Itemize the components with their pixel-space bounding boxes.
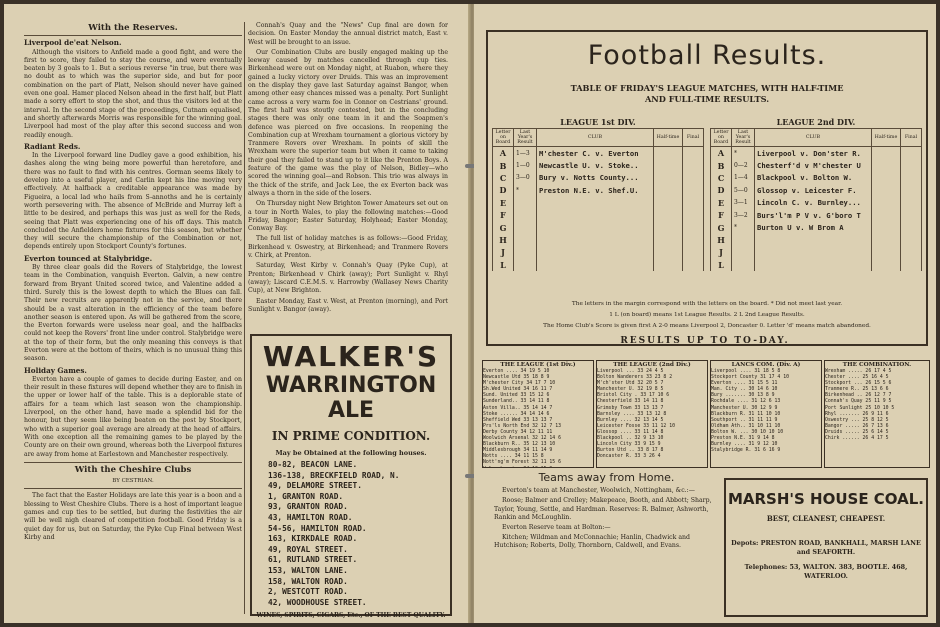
cell-empty [901,147,922,160]
standings-row: Everton .... 34 19 5 10 [483,369,550,374]
standings-row: Wrexham ..... 26 17 4 5 [825,369,892,374]
standings-row: Bolton Wanderers 33 23 8 2 [597,375,673,381]
standings-row: Middlesbrough 34 11 14 9 [483,448,553,454]
cell-last [732,246,755,258]
standings-row: Burton Utd .. 33 8 17 8 [597,448,664,454]
cell-last: * [732,221,755,233]
cell-empty [872,221,901,233]
section-text: Connah's Quay and the "News" Cup final are down for decision. On Easter Monday the annual district match, East v. West will be brought to an issue. [248,22,448,46]
cell-empty [683,184,704,196]
cell-letter: E [493,197,514,209]
cell-letter: B [493,159,514,171]
cell-last: 1—0 [514,159,537,171]
table-row [493,184,704,196]
col-letter: Letter on Board [493,129,514,147]
cell-last: 1—4 [732,172,755,184]
cheshire-heading: With the Cheshire Clubs [74,464,192,475]
standings-title: THE LEAGUE (1st Div.) [500,362,576,368]
cell-empty [654,221,683,233]
address-item: 158, WALTON ROAD. [268,576,348,586]
standings-row [483,467,593,469]
standings-table [482,360,594,468]
reserves-heading: With the Reserves. [88,23,178,33]
standings-row: Glossop .... 33 11 14 8 [597,429,664,435]
column-rule [244,22,245,614]
standings-row: Sunderland.. 33 14 11 8 [483,399,550,405]
cell-club: Lincoln C. v. Burnley... [755,197,872,209]
standings-row: Stoke ...... 34 14 14 6 [483,411,550,417]
col-club: CLUB [755,129,872,147]
cell-letter: J [493,246,514,258]
advert-telephones: Telephones: 53, WALTON. 383, BOOTLE. 468, WATERLOO. [744,563,908,580]
football-results-frame [486,30,928,346]
standings-row: Grimsby Town 33 13 13 7 [597,405,664,411]
standings-row: Tranmere R.. 25 13 6 6 [825,387,889,393]
board-note: The Home Club's Score is given first A 2-0 means Liverpool 2, Doncaster 0. Letter 'd' means match abandoned. [543,323,871,329]
cell-empty [683,246,704,258]
cell-letter: G [711,221,732,233]
col-letter: Letter on Board [711,129,732,147]
league2-table [710,116,922,271]
right-page [474,4,936,623]
cell-empty [654,246,683,258]
cell-empty [901,234,922,246]
cell-empty [872,197,901,209]
cell-empty [901,197,922,209]
cell-empty [872,184,901,196]
table-row [493,234,704,246]
standings-row: Prs'ls North End 32 12 7 13 [483,423,561,429]
cell-empty [654,159,683,171]
cell-letter: A [711,147,732,160]
cell-empty [654,234,683,246]
address-item: 153, WALTON LANE. [268,565,348,575]
cell-empty [683,159,704,171]
cell-club [755,246,872,258]
col-last: Last Year's Result [732,129,755,147]
board-note: The letters in the margin correspond with the letters on the board. * Did not meet last year. [571,301,843,307]
section-text: Although the visitors to Anfield made a good fight, and were the first to score, they failed to stay the course, and were eventually beaten by 3 goals to 1. But a serious reverse "in true, but there was no doubt as to which was the superior side, and but for poor combination on the part of Platt, Nelson should never have gained even one goal. Hamer placed Nelson ahead in the first half, but Platt made a sorry effort to stop the shot, and thus the visitors led at the interval. In the second stage of the proceedings, Cutnam equalised, and shortly afterwards Morris was responsible for the winning goal. Liverpool had most of the play after this second success and won readily enough. [24,48,242,139]
section-title: Everton tounced at Stalybridge. [24,253,153,263]
cell-letter: D [711,184,732,196]
standings-row: Sh.Wed United 34 16 11 7 [483,387,553,393]
cell-last [514,197,537,209]
table-row [711,197,922,209]
standings-row: Aston Villa.. 35 14 14 7 [483,405,553,411]
standings-row: Blackburn R.. 35 12 13 10 [483,442,556,448]
cell-letter: A [493,147,514,160]
cell-club: M'chester C. v. Everton [537,147,654,160]
address-item: 49, ROYAL STREET. [268,544,348,554]
cell-club: Burton U v. W Brom A [755,221,872,233]
standings-row: Bury ....... 30 13 8 9 [711,393,775,399]
address-item: 93, GRANTON ROAD. [268,502,348,512]
cell-empty [901,172,922,184]
advert-product: WARRINGTON ALE [265,373,437,423]
address-item: 49, DELAMORE STREET. [268,481,362,491]
standings-row: Burnley .... 32 13 14 5 [597,417,664,423]
left-page [4,4,470,623]
cell-last [514,246,537,258]
cell-letter: F [493,209,514,221]
col-half: Half-time [872,129,901,147]
cell-empty [654,184,683,196]
cell-club: Burs'l'm P V v. G'boro T [755,209,872,221]
away-heading: Teams away from Home. [538,471,675,484]
section-title: Radiant Reds. [24,141,81,151]
cell-letter: L [493,259,514,271]
cell-empty [901,221,922,233]
standings-row: Barnsley .... 33 13 12 8 [597,411,667,417]
address-item: 43, HAMILTON ROAD. [268,512,353,522]
table-row [711,246,922,258]
subtitle-line: TABLE OF FRIDAY'S LEAGUE MATCHES, WITH HALF-TIME [570,83,844,93]
cell-last: 3—0 [514,172,537,184]
col-final: Final [901,129,922,147]
cell-empty [872,209,901,221]
cell-empty [872,172,901,184]
cell-empty [654,259,683,271]
standings-row: Chesterfield 33 14 11 8 [597,399,664,405]
standings-row: Notts .... 34 11 15 8 [483,454,544,460]
divider [24,35,242,36]
standings-row: Everton .... 31 15 5 11 [711,381,778,387]
results-heading: RESULTS UP TO TO-DAY. [620,336,790,346]
standings-row: M'ch'ster Utd 32 20 5 7 [597,381,664,387]
advert-brand: WALKER'S [262,340,440,373]
subtitle [488,83,926,105]
cell-letter: H [711,234,732,246]
page-title: Football Results. [587,40,827,71]
cell-last: 1—3 [514,147,537,160]
standings-row: Connah's Quay 25 11 9 5 [825,399,892,405]
cell-club [755,234,872,246]
section-text: Easter Monday, East v. West, at Prenton (morning), and Port Sunlight v. Bangor (away). [248,297,448,313]
cell-empty [901,159,922,171]
table-row [493,197,704,209]
cell-empty [683,221,704,233]
section-title: Liverpool de'eat Nelson. [24,38,122,48]
col-half: Half-time [654,129,683,147]
cell-empty [872,234,901,246]
cell-empty [683,209,704,221]
standings-row: Stockport ... 26 15 5 6 [825,381,892,387]
cell-letter: H [493,234,514,246]
address-item: 42, WOODHOUSE STREET. [268,597,367,607]
cell-empty [683,234,704,246]
standings-row: Sheffield Wed 33 13 13 7 [483,417,553,423]
advert-obtained: May be Obtained at the following houses. [275,449,427,457]
table-row [711,172,922,184]
table-row [711,234,922,246]
standings-title: LANCS COM. (Div. A) [731,362,801,368]
cell-last [514,221,537,233]
standings-row: Rochdale .... 31 12 6 13 [711,399,781,405]
byline: BY CESTRIAN. [112,478,154,485]
cell-empty [872,246,901,258]
table-row [493,209,704,221]
cell-letter: E [711,197,732,209]
standings-row: Doncaster R. 33 3 26 4 [597,454,661,460]
cell-club: Blackpool v. Bolton W. [755,172,872,184]
league1-heading: LEAGUE 1st DIV. [560,117,636,127]
cell-empty [872,159,901,171]
address-item: 1, GRANTON ROAD. [268,491,344,501]
cell-last: * [732,147,755,160]
cell-club: Liverpool v. Don'ster R. [755,147,872,160]
cell-last: 3—2 [732,209,755,221]
advert-brand: MARSH'S HOUSE COAL. [727,490,925,508]
cell-empty [683,172,704,184]
teams-away-section [494,471,719,553]
standings-row: Woolwich Arsenal 32 12 14 6 [483,436,561,442]
standings-row: Birkenhead .. 26 12 7 7 [825,393,892,399]
cell-empty [901,184,922,196]
cell-last [514,209,537,221]
standings-row: Lincoln City 33 9 15 9 [597,442,661,448]
away-text: Kitchen; Wildman and McConnachie; Hanlin, Chadwick and Hutchison; Roberts, Dolly, Thornborn, Caldwell, and Evans. [494,534,690,550]
cell-empty [872,147,901,160]
cell-letter: B [711,159,732,171]
cell-last [732,234,755,246]
address-item: 2, WESTCOTT ROAD. [268,587,348,597]
standings-title: THE LEAGUE (2nd Div.) [613,362,691,368]
standings-row: Oswestry ... 25 8 12 5 [825,417,889,423]
away-text: Roose; Balmer and Crelley; Makepeace, Booth, and Abbott; Sharp, Taylor, Young, Settle, and Hardman. Reserves: R. Balmer, Ashworth, Rankin and McLoughlin. [494,497,712,521]
subtitle-line: AND FULL-TIME RESULTS. [644,94,770,104]
standings-table [596,360,708,468]
cell-letter: G [493,221,514,233]
cell-club [537,209,654,221]
section-text: Everton have a couple of games to decide during Easter, and on their result in these fixtures will depend whether they are to finish in the upper or lower half of the table. This is a deplorable state of affairs for a team which last season won the championship. Liverpool, on the other hand, have made a splendid bid for the honour, but they seem like being beaten on the post by Stockport, who with a superior goal average are already at the head of affairs. With one exception all the remaining games to be played by the County are on their own ground, whereas both the Liverpool fixtures are away from home at Earlestown and Manchester respectively. [24,375,242,458]
league2-heading: LEAGUE 2nd DIV. [776,117,856,127]
table-row [493,172,704,184]
walkers-ale-advert [250,334,452,620]
advert-tagline: IN PRIME CONDITION. [271,429,431,443]
standings-row: Oldham Ath.. 31 10 11 10 [711,423,781,429]
table-row [493,259,704,271]
cell-empty [654,172,683,184]
section-text: The fact that the Easter Holidays are late this year is a boon and a blessing to West Cheshire Clubs. There is a host of important league games and cup ties to be settled, but during the festivities the air will be well nigh cleared of competition football. Good Friday is a quiet day for us, but on Saturday, the Pyke Cup Final between West Kirby and [24,492,242,541]
cell-club: Bury v. Notts County... [537,172,654,184]
cell-empty [901,209,922,221]
cell-empty [654,197,683,209]
standings-row: Southport .. 31 11 11 9 [711,417,778,423]
table-row [711,184,922,196]
col-last: Last Year's Result [514,129,537,147]
standings-row: Newcastle Utd 35 18 8 9 [483,375,550,381]
board-note: 1 L (on board) means 1st League Results. 2 L 2nd League Results. [609,312,805,318]
advert-footer: WINES, SPIRITS, CIGARS, Etc., OF THE BEST QUALITY. [256,612,446,620]
cell-club [537,197,654,209]
cell-empty [901,246,922,258]
cell-last [732,259,755,271]
address-list [252,460,450,608]
cell-empty [654,147,683,160]
table-row [711,221,922,233]
cell-letter: J [711,246,732,258]
away-text: Everton's team at Manchester, Woolwich, Nottingham, &c.:— [502,487,695,495]
table-row [493,246,704,258]
cell-letter: F [711,209,732,221]
divider [24,462,242,463]
standings-row: Blackburn R. 31 11 10 10 [711,411,781,417]
cell-letter: C [493,172,514,184]
cell-letter: L [711,259,732,271]
standings-row: Stalybridge R. 31 6 16 9 [711,448,781,454]
cell-empty [872,259,901,271]
standings-row: Chester .... 25 16 4 5 [825,375,889,381]
table-row [493,147,704,160]
cell-club: Glossop v. Leicester F. [755,184,872,196]
standings-row: Sund. United 33 15 12 6 [483,393,550,399]
reserves-column [24,22,242,614]
section-text: By three clear goals did the Rovers of Stalybridge, the lowest team in the Combination, vanquish Everton. Galvin, a new centre forward from Bryant United scored twice, and Valentine added a third. Surely this is the lowest depth to which the Blues can fall. Their new recruits are apparently not in the service, and there should be a vast alteration in the efficiency of the team before another season is entered upon. As will be gathered from the score, the Everton forwards were useless near goal, and the halfbacks could not keep the Rovers' front line under control. Stalybridge were at the top of their form, but the only meaning this conveys is that Everton were at the bottom of theirs, which is no unusual thing this season. [24,264,242,363]
cell-club: Chesterf'd v M'chester U [755,159,872,171]
col-club: CLUB [537,129,654,147]
advert-depots: Depots: PRESTON ROAD, BANKHALL, MARSH LANE and SEAFORTH. [731,539,921,556]
standings-row: Stockport County 31 17 4 10 [711,375,789,381]
address-item: 163, KIRKDALE ROAD. [268,534,358,544]
section-text: In the Liverpool forward line Dudley gave a good exhibition, his dashes along the wing being more powerful than heretofore, and there was no fault to find with his centres. Gorman seems likely to develop into a useful player, and Carlin kept his line moving very effectively. At halfback a creditable appearance was made by Figueira, a local lad who hails from S-annoths and he is certainly worth persevering with. The absence of McBride and Murray left a little to be desired, and perhaps this was just as well for the Reds, seeing that Platt was experiencing one of his off days. This match concluded the Anfielders home fixtures for this season, but whether they will secure the championship of the Combination or not, depends entirely upon Stockport County's fortunes. [24,152,242,251]
standings-row: Burnley .... 31 9 12 10 [711,442,778,448]
standings-row: Liverpool ... 33 24 4 5 [597,369,664,374]
cell-club: Newcastle U. v. Stoke.. [537,159,654,171]
cell-last [514,234,537,246]
standings-row: Preston N.E. 31 9 14 8 [711,436,775,442]
address-item: 61, RUTLAND STREET. [268,555,358,565]
table-row [711,259,922,271]
programme-spread [4,4,936,623]
cell-empty [654,209,683,221]
table-row [493,221,704,233]
marsh-coal-advert [724,478,928,617]
standings-table [710,360,822,468]
section-title: Holiday Games. [24,365,87,375]
col-final: Final [683,129,704,147]
cell-club [537,259,654,271]
standings-row: Bangor ..... 26 7 13 6 [825,423,889,429]
cell-last: 0—2 [732,159,755,171]
cell-last: 5—0 [732,184,755,196]
cell-club: Preston N.E. v. Shef.U. [537,184,654,196]
cell-last: 3—1 [732,197,755,209]
standings-row: Blackpool .. 32 9 13 10 [597,436,664,442]
section-text: Saturday, West Kirby v. Connah's Quay (Pyke Cup), at Prenton; Birkenhead v Chirk (away); Port Sunlight v. Rhyl (away); Liscard C.E.M.S. v. Harrowby (Wallasey News Charity Cup), at New Brighton. [248,262,448,295]
cell-club [537,221,654,233]
cell-letter: D [493,184,514,196]
standings-row: Man. City .. 30 14 6 10 [711,387,778,393]
cell-club [537,234,654,246]
standings-row: Manchester U. 32 19 8 5 [597,387,664,393]
standings-row: Manchester U. 30 12 9 9 [711,405,778,411]
address-item: 54-56, HAMILTON ROAD. [268,523,367,533]
cell-empty [901,259,922,271]
cell-empty [683,259,704,271]
standings-row: Nott'ng'm Forest 32 11 15 6 [483,460,561,466]
section-text: The full list of holiday matches is as follows:—Good Friday, Birkenhead v. Oswestry, at Birkenhead; and Tranmere Rovers v. Chirk, at Prenton. [248,235,448,260]
standings-row: M'chester City 34 17 7 10 [483,381,556,387]
standings-row: Liverpool .... 31 18 5 8 [711,369,781,374]
cell-empty [683,147,704,160]
league1-table [492,116,704,271]
cell-club [755,259,872,271]
away-text: Everton Reserve team at Bolton:— [502,524,611,532]
table-row [711,159,922,171]
address-item: 80-82, BEACON LANE. [268,460,358,469]
table-row [493,159,704,171]
address-item: 136-138, BRECKFIELD ROAD, N. [268,470,400,480]
cell-last [514,259,537,271]
table-row [711,147,922,160]
divider [24,488,242,489]
standings-row: Port Sunlight 25 10 10 5 [825,405,895,411]
section-text: On Thursday night New Brighton Tower Amateurs set out on a tour in North Wales, to play the following matches:—Good Friday, Bangor; Easter Saturday, Holyhead; Easter Monday, Conway Bay. [248,200,448,233]
section-text: Our Combination Clubs are busily engaged making up the leeway caused by matches cancelled through cup ties. Birkenhead were out on Monday night, at Ruabon, where they gained a lucky victory over Druids. This was an improvement on the display they gave last Saturday against Bangor, when among other easy chances missed was a penalty. Port Sunlight came across a very warm foe in Connor on Cestrians' ground. The first half was stoutly contested, but in the concluding stages there was only one team in it and the Soapmen's defence was pierced on five occasions. In reopening the Combination cup at Wrexham tournament a glorious victory by Tranmere Rovers over Wrexham. In points of skill the Wrexham were the superior team but when it came to taking their goal they failed to stand up to it like the Prenton Boys. A feature of the game was the play of Nelson, Bidley—who scored the winning goal—and Robson. This trio was always in the thick of the strife, and Jack Lee, the ex Everton back was always a thorn in the side of the losers. [248,48,448,197]
cheshire-continued-column [248,22,448,330]
advert-tagline: BEST, CLEANEST, CHEAPEST. [766,514,886,523]
table-row [711,209,922,221]
standings-row: Leicester Fosse 33 11 12 10 [597,423,675,429]
cell-letter: C [711,172,732,184]
standings-title: THE COMBINATION. [842,362,912,368]
standings-row: Bolton W. ... 30 10 10 10 [711,429,784,435]
standings-row: Druids ..... 25 6 14 5 [825,429,889,435]
standings-row: Derby County 34 12 11 11 [483,429,553,435]
standings-table [824,360,930,468]
standings-row: Bristol City . 33 17 10 6 [597,393,670,399]
cell-empty [683,197,704,209]
cell-last: * [514,184,537,196]
standings-row: Chirk ...... 26 4 17 5 [825,436,889,442]
cell-club [537,246,654,258]
standings-row: Rhyl ....... 26 9 11 6 [825,411,889,417]
